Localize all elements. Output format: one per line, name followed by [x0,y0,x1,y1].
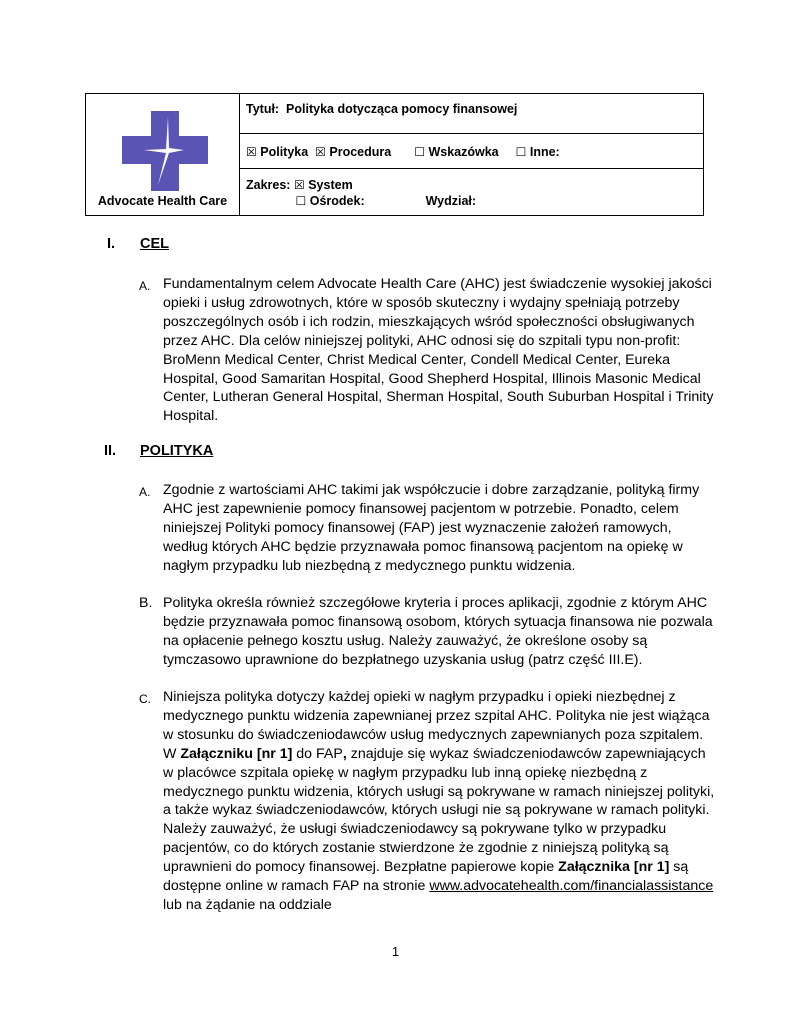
scope-row [240,169,703,215]
advocate-cross-logo-icon [122,111,208,191]
item-text-part: do FAP [296,745,343,762]
system-label: System [308,178,353,192]
procedure-label: Procedura [329,145,392,159]
other-label: Inne: [529,145,560,159]
item-text: Polityka określa również szczegółowe kryteria i proces aplikacji, zgodnie z którym AHC będzie przyznawała pomoc finansową osobom, których sytuacja finansowa nie pozwala na opłacenie pełnego kosztu usług. Należy zauważyć, że określone osoby są tymczasowo uprawnione do bezpłatnego uzyskania usług (patrz część III.E). [163,595,713,668]
appendix-reference: Załączniku [nr 1] [180,745,293,762]
item-text-comma: , [342,745,347,762]
guidance-label: Wskazówka [428,145,499,159]
title-row [240,94,703,134]
item-label: C. [139,692,151,706]
page-number: 1 [391,944,400,959]
logo-cell [86,94,240,215]
other-checkbox[interactable]: ☐ [515,145,527,159]
scope-label: Zakres: [246,178,291,192]
section-number: II. [104,443,117,459]
item-text [163,688,718,915]
item-text-part: znajduje się wykaz świadczeniodawców zapewniających w placówce szpitala opiekę w nagłym przypadku lub inną opiekę niezbędną z medycznego punktu widzenia, których usługi są pokrywane w ramach niniejszej polityki, a także wykaz świadczeniodawców, których usługi nie są pokrywane w ramach polityki. Należy zauważyć, że usługi świadczeniodawcy są pokrywane tylko w przypadku pacjentów, co do których zostanie stwierdzone że zgodnie z niniejszą polityką są uprawnieni do pomocy finansowej. Bezpłatne papierowe kopie [163,745,715,876]
item-text: Fundamentalnym celem Advocate Health Care (AHC) jest świadczenie wysokiej jakości opieki i usług zdrowotnych, które w sposób skuteczny i wydajny spełniają potrzeby poszczególnych osób i ich rodzin, mieszkających wśród społeczności obsługiwanych przez AHC. Dla celów niniejszej polityki, AHC odnosi się do szpitali typu non-profit: BroMenn Medical Center, Christ Medical Center, Condell Medical Center, Eureka Hospital, Good Samaritan Hospital, Good Shepherd Hospital, Illinois Masonic Medical Center, Lutheran General Hospital, Sherman Hospital, South Suburban Hospital i Trinity Hospital. [163,276,714,425]
procedure-checkbox[interactable]: ☒ [315,145,326,159]
policy-label: Polityka [260,145,309,159]
section-title: POLITYKA [140,443,214,459]
org-name: Advocate Health Care [97,194,228,208]
facility-checkbox[interactable]: ☐ [295,194,307,208]
item-label: B. [139,595,153,611]
item-label: A. [139,279,151,293]
section-title: CEL [140,236,169,252]
financial-assistance-link[interactable]: www.advocatehealth.com/financialassistance [429,878,714,895]
facility-label: Ośrodek: [309,194,365,208]
policy-checkbox[interactable]: ☒ [246,145,257,159]
department-label: Wydział: [425,194,477,208]
system-checkbox[interactable]: ☒ [293,178,305,192]
title-label: Tytuł: [246,102,280,116]
policy-header-table [85,93,704,216]
item-text: Zgodnie z wartościami AHC takimi jak współczucie i dobre zarządzanie, polityką firmy AHC jest zapewnienie pomocy finansowej pacjentom w potrzebie. Ponadto, celem niniejszej Polityki pomocy finansowej (FAP) jest wyznaczenie założeń ramowych, według których AHC będzie przyznawała pomoc finansową pacjentom na opiekę w nagłym przypadku lub niezbędną z medycznego punktu widzenia. [163,482,700,574]
item-label: A. [139,485,151,499]
document-type-row [240,134,703,169]
guidance-checkbox[interactable]: ☐ [414,145,425,159]
title-value: Polityka dotycząca pomocy finansowej [286,102,518,116]
item-text-part: są dostępne online w ramach FAP na stronie [163,859,689,895]
item-text-part: Niniejsza polityka dotyczy każdej opieki w nagłym przypadku i opieki niezbędnej z medycznego punktu widzenia zapewnianej przez szpital AHC. Polityka nie jest wiążąca w stosunku do świadczeniodawców usług medycznych zapewnianych poza szpitalem. W [163,689,710,762]
section-number: I. [107,236,116,252]
item-text-part: lub na żądanie na oddziale [163,896,332,913]
appendix-reference: Załącznika [nr 1] [558,859,670,876]
